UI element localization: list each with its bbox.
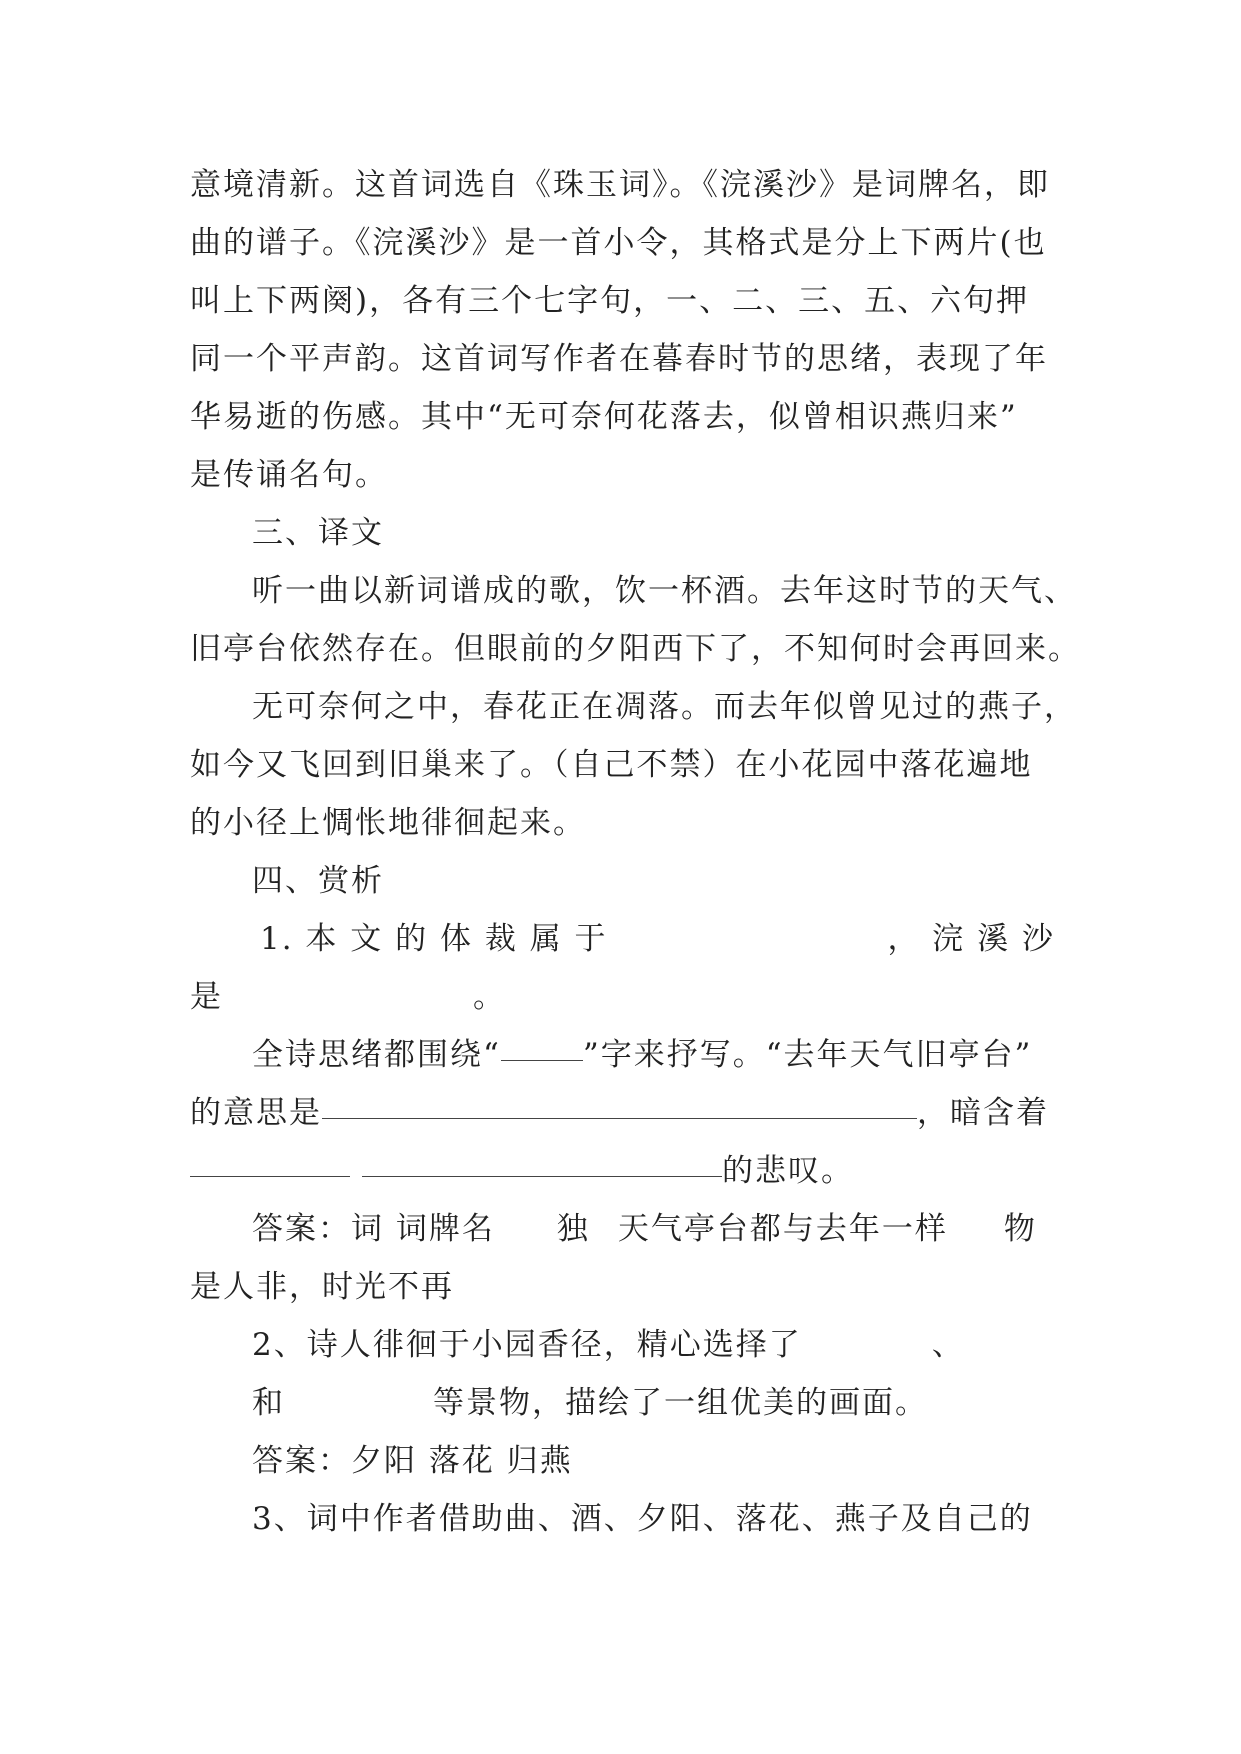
question-2-line bbox=[190, 1374, 1055, 1432]
q2-text: 等景物，描绘了一组优美的画面。 bbox=[433, 1385, 928, 1421]
question-1-line bbox=[190, 1142, 1055, 1200]
document-page bbox=[190, 156, 1081, 1548]
answer-1-line: 是人非，时光不再 bbox=[190, 1269, 454, 1305]
section-heading-appreciation: 四、赏析 bbox=[252, 863, 384, 899]
translation-line: 无可奈何之中，春花正在凋落。而去年似曾见过的燕子， bbox=[252, 689, 1077, 725]
question-1-line bbox=[190, 910, 1055, 968]
translation-line: 旧亭台依然存在。但眼前的夕阳西下了，不知何时会再回来。 bbox=[190, 631, 1081, 667]
q1-text: 的悲叹。 bbox=[722, 1153, 854, 1189]
answer-text: 答案：词 词牌名 bbox=[252, 1211, 495, 1247]
question-2-line bbox=[190, 1316, 1055, 1374]
intro-line: 华易逝的伤感。其中“无可奈何花落去，似曾相识燕归来” bbox=[190, 399, 1018, 435]
q1-text-end: ， 浣 溪 沙 bbox=[887, 921, 1055, 957]
q1-text: ，暗含着 bbox=[917, 1095, 1049, 1131]
q1-text: ”字来抒写。“去年天气旧亭台” bbox=[582, 1037, 1033, 1073]
intro-line: 曲的谱子。《浣溪沙》是一首小令，其格式是分上下两片(也 bbox=[190, 225, 1047, 261]
intro-line: 同一个平声韵。这首词写作者在暮春时节的思绪，表现了年 bbox=[190, 341, 1048, 377]
q1-text: 1. 本 文 的 体 裁 属 于 bbox=[260, 921, 608, 957]
q2-text: 和 bbox=[252, 1385, 285, 1421]
intro-line: 意境清新。这首词选自《珠玉词》。《浣溪沙》是词牌名，即 bbox=[190, 167, 1050, 203]
fill-blank bbox=[322, 1098, 917, 1119]
intro-line: 是传诵名句。 bbox=[190, 457, 388, 493]
fill-blank bbox=[501, 1040, 583, 1061]
q1-text: 的意思是 bbox=[190, 1095, 322, 1131]
answer-text: 独 bbox=[556, 1211, 590, 1247]
section-heading-translation: 三、译文 bbox=[252, 515, 384, 551]
question-1-line bbox=[190, 1026, 1055, 1084]
answer-2-line: 答案：夕阳 落花 归燕 bbox=[252, 1443, 573, 1479]
fill-blank bbox=[190, 1156, 350, 1177]
answer-1-line bbox=[190, 1200, 1055, 1258]
q1-text: 。 bbox=[473, 979, 506, 1015]
translation-line: 如今又飞回到旧巢来了。（自己不禁）在小花园中落花遍地 bbox=[190, 747, 1033, 783]
q1-text: 全诗思绪都围绕“ bbox=[252, 1037, 501, 1073]
q2-text: 2、诗人徘徊于小园香径，精心选择了 bbox=[252, 1327, 802, 1363]
q2-text: 、 bbox=[931, 1327, 965, 1363]
translation-line: 的小径上惆怅地徘徊起来。 bbox=[190, 805, 586, 841]
question-1-line bbox=[190, 1084, 1055, 1142]
answer-text: 天气亭台都与去年一样 bbox=[617, 1211, 948, 1247]
intro-line: 叫上下两阕)，各有三个七字句，一、二、三、五、六句押 bbox=[190, 283, 1030, 319]
q1-text: 是 bbox=[190, 979, 223, 1015]
fill-blank bbox=[362, 1156, 722, 1177]
answer-text: 物 bbox=[1003, 1211, 1037, 1247]
translation-line: 听一曲以新词谱成的歌，饮一杯酒。去年这时节的天气、 bbox=[252, 573, 1077, 609]
question-1-line bbox=[190, 968, 1055, 1026]
question-3-line: 3、词中作者借助曲、酒、夕阳、落花、燕子及自己的 bbox=[252, 1501, 1033, 1537]
